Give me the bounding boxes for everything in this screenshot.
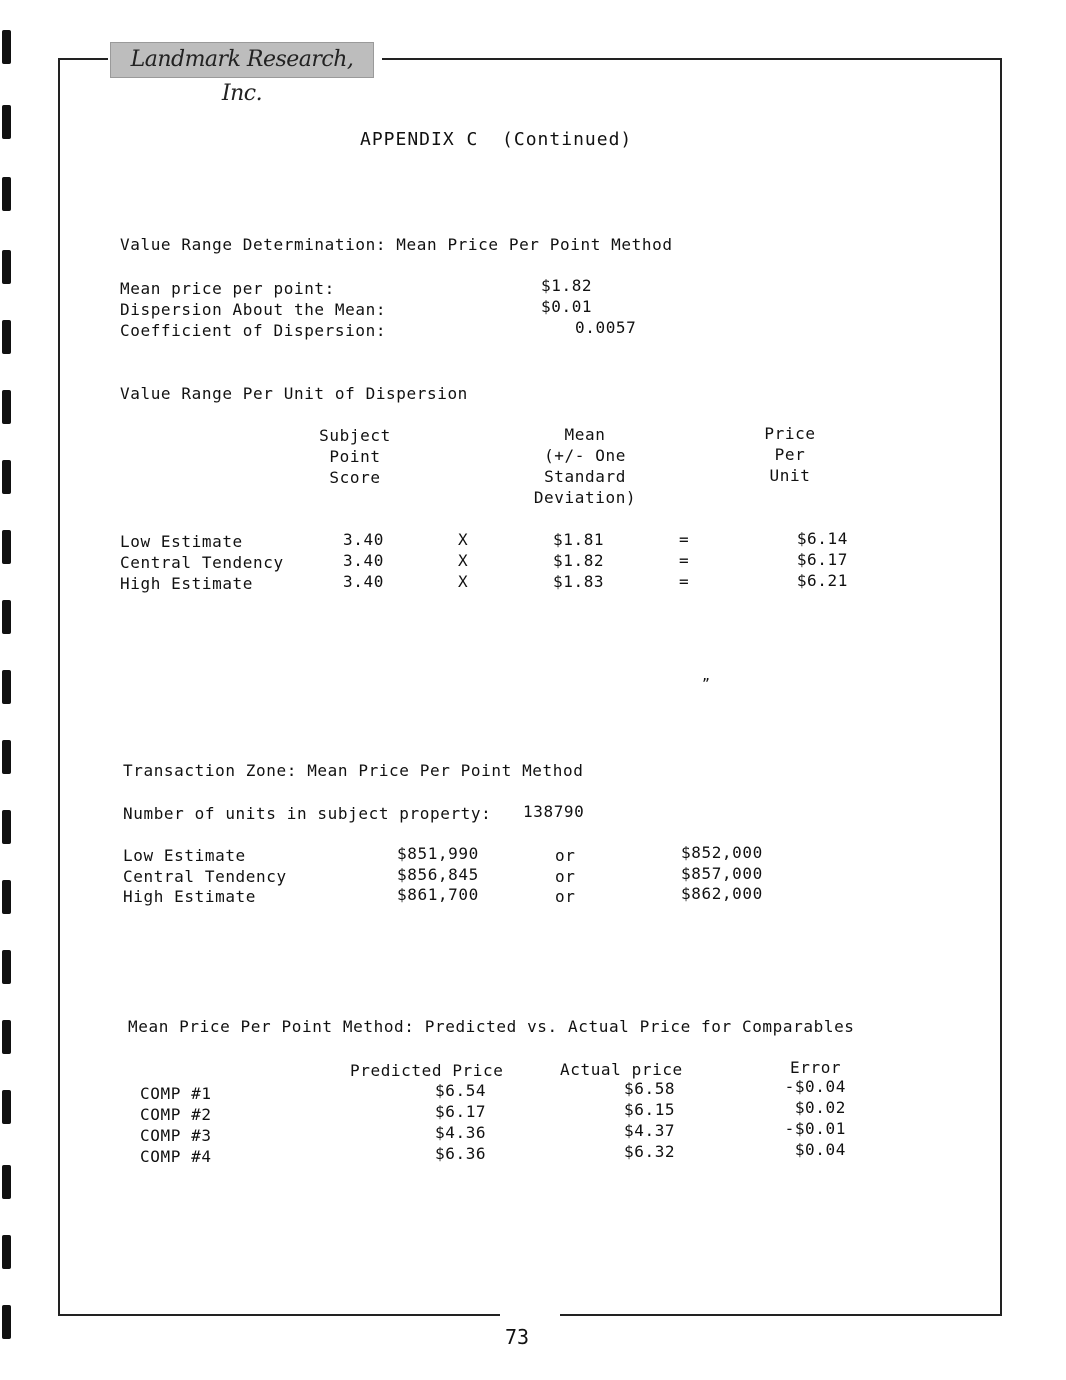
comp-row-predicted: $6.54 [435, 1081, 487, 1100]
comp-row-predicted: $4.36 [435, 1123, 487, 1142]
binding-hole [2, 880, 11, 914]
coefficient-label: Coefficient of Dispersion: [120, 321, 387, 340]
comp-row-predicted: $6.17 [435, 1102, 487, 1121]
transaction-row-or: or [555, 867, 576, 886]
col-mean-line1: Mean [564, 425, 606, 444]
comp-row-error: -$0.04 [784, 1077, 846, 1096]
col-price-line2: Per [774, 445, 806, 464]
per-unit-row-score: 3.40 [343, 530, 384, 549]
actual-header: Actual price [560, 1060, 683, 1079]
comp-row-error: $0.04 [794, 1140, 846, 1159]
binding-hole [2, 1305, 11, 1339]
per-unit-row-mean: $1.83 [553, 572, 605, 591]
per-unit-row-label: Central Tendency [120, 553, 284, 572]
per-unit-row-eq: = [679, 572, 690, 591]
comp-row-label: COMP #4 [140, 1147, 212, 1166]
transaction-row-rounded: $852,000 [681, 843, 763, 862]
binding-hole [2, 30, 11, 64]
comp-row-label: COMP #2 [140, 1105, 212, 1124]
per-unit-title: Value Range Per Unit of Dispersion [120, 384, 468, 403]
col-subject-line3: Score [329, 468, 381, 487]
units-value: 138790 [523, 802, 585, 821]
frame-top-right-rule [382, 58, 1000, 60]
transaction-row-label: Central Tendency [123, 867, 287, 886]
per-unit-row-score: 3.40 [343, 572, 384, 591]
units-label: Number of units in subject property: [123, 804, 492, 823]
binding-hole [2, 1165, 11, 1199]
error-header: Error [790, 1058, 842, 1077]
binding-hole [2, 1020, 11, 1054]
frame-top-left-rule [58, 58, 108, 60]
per-unit-row-op: X [458, 551, 469, 570]
per-unit-row-label: Low Estimate [120, 532, 243, 551]
transaction-row-label: High Estimate [123, 887, 257, 906]
col-mean-line3: Standard [544, 467, 626, 486]
dispersion-label: Dispersion About the Mean: [120, 300, 387, 319]
per-unit-row-mean: $1.82 [553, 551, 605, 570]
value-range-title: Value Range Determination: Mean Price Per Point Method [120, 235, 673, 254]
page-title: APPENDIX C (Continued) [360, 129, 633, 150]
transaction-row-or: or [555, 887, 576, 906]
per-unit-row-mean: $1.81 [553, 530, 605, 549]
binding-hole [2, 177, 11, 211]
col-mean-line4: Deviation) [533, 488, 637, 507]
stray-mark: ” [702, 677, 711, 692]
per-unit-row-price: $6.14 [796, 529, 848, 548]
comp-row-label: COMP #1 [140, 1084, 212, 1103]
binding-hole [2, 950, 11, 984]
per-unit-row-price: $6.21 [796, 571, 848, 590]
binding-hole [2, 390, 11, 424]
col-price-line3: Unit [769, 466, 811, 485]
transaction-row-value: $851,990 [397, 844, 479, 863]
transaction-row-rounded: $857,000 [681, 864, 763, 883]
predicted-header: Predicted Price [350, 1061, 504, 1080]
mean-price-label: Mean price per point: [120, 279, 335, 298]
comparables-title: Mean Price Per Point Method: Predicted vs. Actual Price for Comparables [128, 1017, 855, 1036]
comp-row-actual: $6.15 [624, 1100, 676, 1119]
binding-hole [2, 250, 11, 284]
frame-bottom-gap [500, 1308, 560, 1320]
binding-hole [2, 530, 11, 564]
binding-hole [2, 1235, 11, 1269]
col-price-line1: Price [764, 424, 816, 443]
per-unit-row-score: 3.40 [343, 551, 384, 570]
per-unit-row-eq: = [679, 530, 690, 549]
page-number: 73 [505, 1325, 530, 1349]
binding-hole [2, 670, 11, 704]
per-unit-row-op: X [458, 530, 469, 549]
col-subject-line1: Subject [319, 426, 391, 445]
per-unit-row-op: X [458, 572, 469, 591]
binding-hole [2, 105, 11, 139]
comp-row-predicted: $6.36 [435, 1144, 487, 1163]
per-unit-row-eq: = [679, 551, 690, 570]
comp-row-actual: $6.32 [624, 1142, 676, 1161]
binding-hole [2, 1090, 11, 1124]
mean-price-value: $1.82 [541, 276, 593, 295]
transaction-row-label: Low Estimate [123, 846, 246, 865]
binding-hole [2, 740, 11, 774]
transaction-title: Transaction Zone: Mean Price Per Point Method [123, 761, 584, 780]
coefficient-value: 0.0057 [575, 318, 637, 337]
binding-hole [2, 810, 11, 844]
dispersion-value: $0.01 [541, 297, 593, 316]
comp-row-actual: $4.37 [624, 1121, 676, 1140]
per-unit-row-label: High Estimate [120, 574, 254, 593]
comp-row-actual: $6.58 [624, 1079, 676, 1098]
comp-row-error: $0.02 [794, 1098, 846, 1117]
comp-row-error: -$0.01 [784, 1119, 846, 1138]
transaction-row-or: or [555, 846, 576, 865]
binding-hole [2, 600, 11, 634]
company-logo: Landmark Research, Inc. [110, 42, 374, 78]
binding-holes [2, 30, 12, 1360]
transaction-row-value: $856,845 [397, 865, 479, 884]
binding-hole [2, 460, 11, 494]
per-unit-row-price: $6.17 [796, 550, 848, 569]
transaction-row-value: $861,700 [397, 885, 479, 904]
comp-row-label: COMP #3 [140, 1126, 212, 1145]
transaction-row-rounded: $862,000 [681, 884, 763, 903]
col-mean-line2: (+/- One [544, 446, 626, 465]
binding-hole [2, 320, 11, 354]
col-subject-line2: Point [329, 447, 381, 466]
